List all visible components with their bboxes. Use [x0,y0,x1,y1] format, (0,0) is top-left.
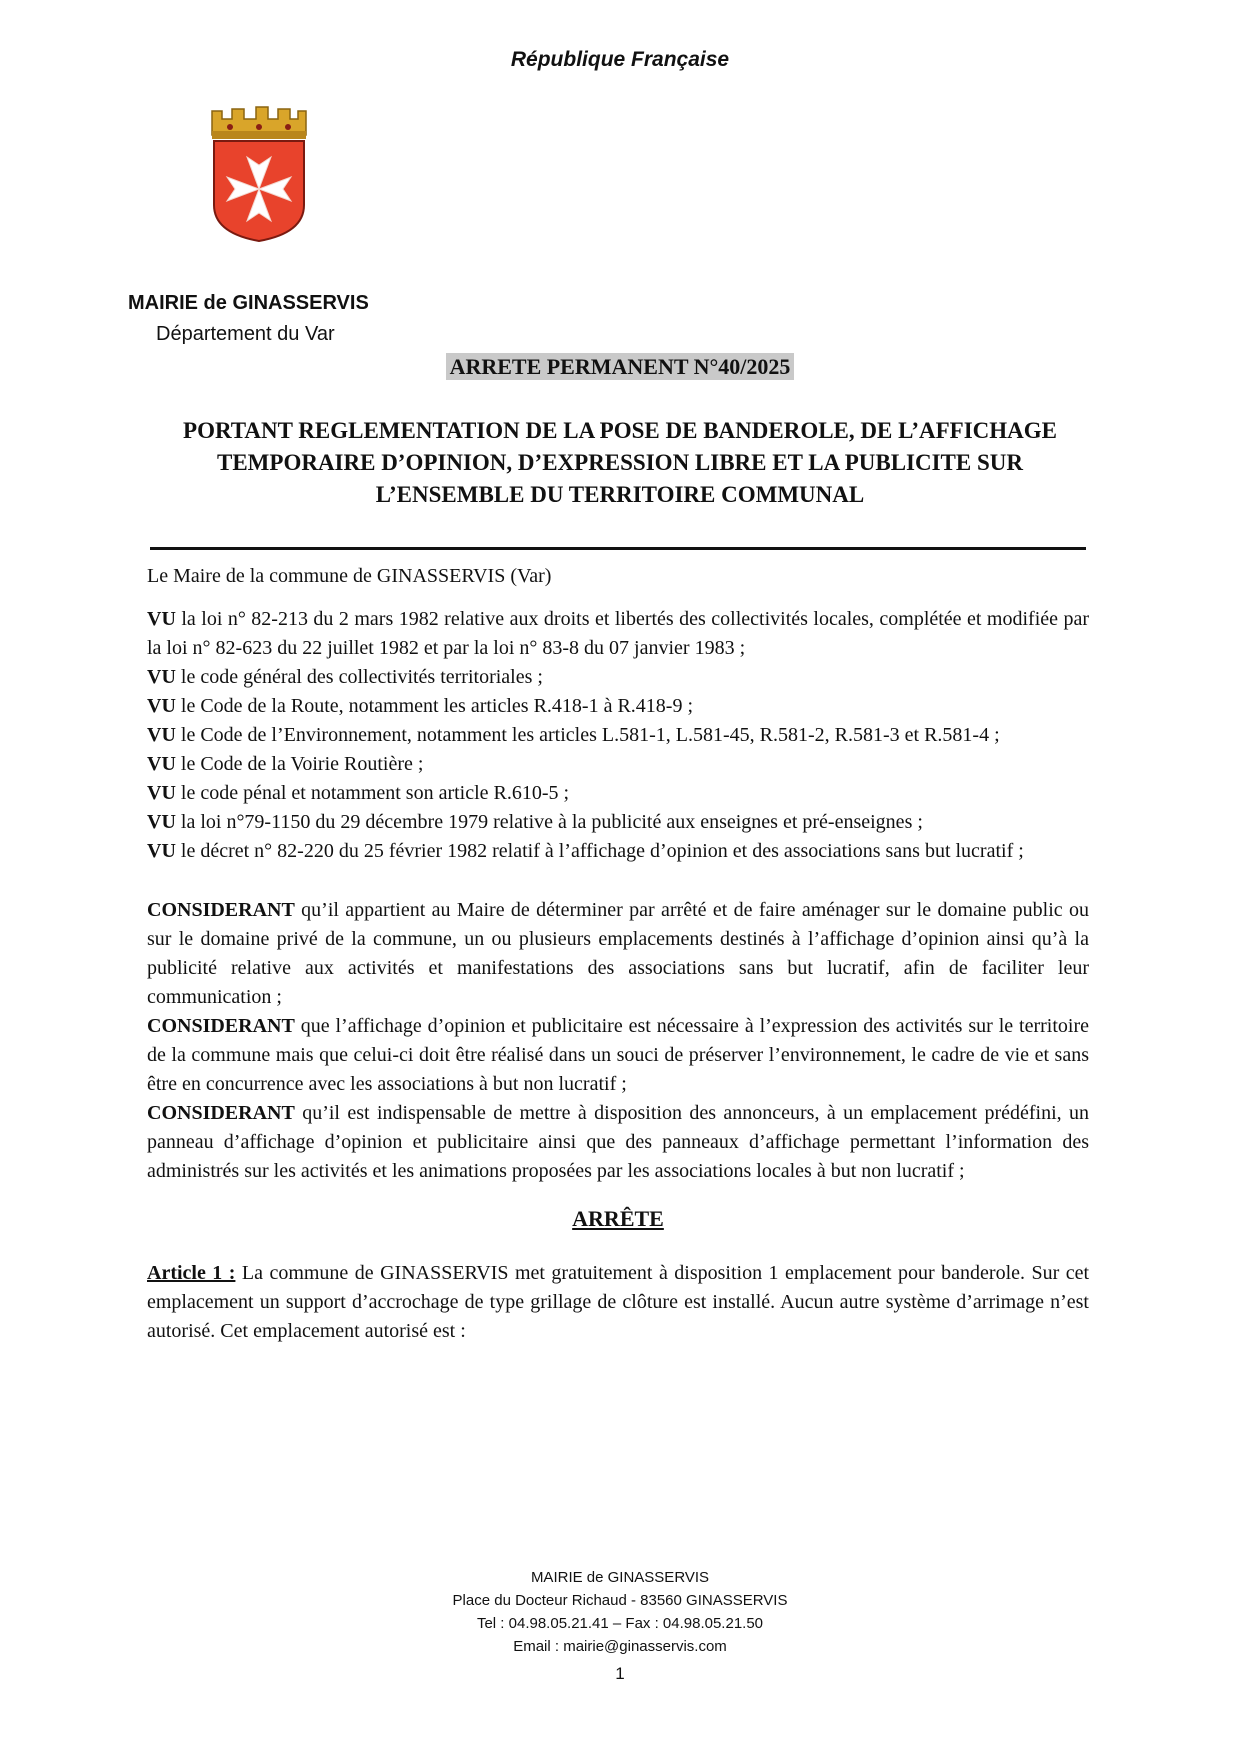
article-1-label: Article 1 : [147,1262,236,1284]
mairie-name: MAIRIE de GINASSERVIS [128,292,369,314]
vu-item [147,837,1089,866]
vu-keyword: VU [147,782,176,804]
vu-keyword: VU [147,811,176,833]
vu-item [147,808,1089,837]
vu-text: le code général des collectivités territoriales ; [180,666,543,688]
coat-of-arms-logo [200,105,310,245]
title-divider [150,547,1086,550]
page-footer [0,1566,1240,1685]
considerant-keyword: CONSIDERANT [147,1015,295,1037]
vu-keyword: VU [147,753,176,775]
page-number: 1 [615,1664,625,1683]
considerant-text: qu’il est indispensable de mettre à disposition des annonceurs, à un emplacement prédéfini, un panneau d’affichage d’opinion et publicitaire ainsi que des panneaux d’affichage permettant l’information des administrés sur les activités et les animations proposées par les associations locales à but non lucratif ; [147,1102,1090,1182]
vu-text: la loi n°79-1150 du 29 décembre 1979 relative à la publicité aux enseignes et pré-enseignes ; [180,811,923,833]
considerant-item [147,1012,1089,1099]
intro-line: Le Maire de la commune de GINASSERVIS (Var) [147,565,552,587]
vu-text: le code pénal et notamment son article R.610-5 ; [180,782,570,804]
vu-item [147,721,1089,750]
vu-text: la loi n° 82-213 du 2 mars 1982 relative aux droits et libertés des collectivités locales, complétée et modifiée par la loi n° 82-623 du 22 juillet 1982 et par la loi n° 83-8 du 07 janvier 1983 ; [147,608,1090,659]
vu-keyword: VU [147,695,176,717]
arrete-heading-text: ARRÊTE [572,1206,664,1231]
vu-item [147,750,1089,779]
vu-text: le Code de l’Environnement, notamment les articles L.581-1, L.581-45, R.581-2, R.581-3 et R.581-4 ; [180,724,1000,746]
considerant-list [147,896,1089,1186]
article-1 [147,1259,1089,1346]
document-body [147,562,1089,1346]
article-1-text: La commune de GINASSERVIS met gratuitement à disposition 1 emplacement pour banderole. Sur cet emplacement un support d’accrochage de type grillage de clôture est installé. Aucun autre système d’arrimage n’est autorisé. Cet emplacement autorisé est : [147,1262,1090,1342]
arrete-heading [147,1204,1089,1233]
footer-phone: Tel : 04.98.05.21.41 – Fax : 04.98.05.21.50 [476,1615,764,1632]
arrete-number-text: ARRETE PERMANENT N°40/2025 [446,353,795,380]
considerant-item [147,1099,1089,1186]
vu-keyword: VU [147,666,176,688]
considerant-text: que l’affichage d’opinion et publicitaire est nécessaire à l’expression des activités sur le territoire de la commune mais que celui-ci doit être réalisé dans un souci de préserver l’environnement, le cadre de vie et sans être en concurrence avec les associations à but non lucratif ; [147,1015,1089,1095]
footer-email: Email : mairie@ginasservis.com [513,1638,727,1655]
vu-item [147,779,1089,808]
footer-address: Place du Docteur Richaud - 83560 GINASSERVIS [452,1592,788,1609]
document-title: PORTANT REGLEMENTATION DE LA POSE DE BANDEROLE, DE L’AFFICHAGE TEMPORAIRE D’OPINION, D’EXPRESSION LIBRE ET LA PUBLICITE SUR L’ENSEMBLE DU TERRITOIRE COMMUNAL [183,418,1057,507]
republique-francaise: République Française [510,48,730,71]
vu-text: le Code de la Route, notamment les articles R.418-1 à R.418-9 ; [180,695,693,717]
vu-keyword: VU [147,724,176,746]
considerant-text: qu’il appartient au Maire de déterminer par arrêté et de faire aménager sur le domaine public ou sur le domaine privé de la commune, un ou plusieurs emplacements destinés à l’affichage d’opinion ainsi qu’à la publicité relative aux activités et manifestations des associations sans but lucratif, afin de faciliter leur communication ; [147,899,1090,1008]
vu-keyword: VU [147,840,176,862]
vu-list [147,605,1089,866]
vu-text: le décret n° 82-220 du 25 février 1982 relatif à l’affichage d’opinion et des associations sans but lucratif ; [180,840,1024,862]
arrete-number [0,354,1240,380]
considerant-keyword: CONSIDERANT [147,1102,295,1124]
vu-item [147,692,1089,721]
vu-keyword: VU [147,608,176,630]
considerant-keyword: CONSIDERANT [147,899,295,921]
considerant-item [147,896,1089,1012]
departement: Département du Var [156,323,335,345]
vu-item [147,663,1089,692]
footer-mairie: MAIRIE de GINASSERVIS [530,1569,710,1586]
vu-item [147,605,1089,663]
vu-text: le Code de la Voirie Routière ; [180,753,424,775]
